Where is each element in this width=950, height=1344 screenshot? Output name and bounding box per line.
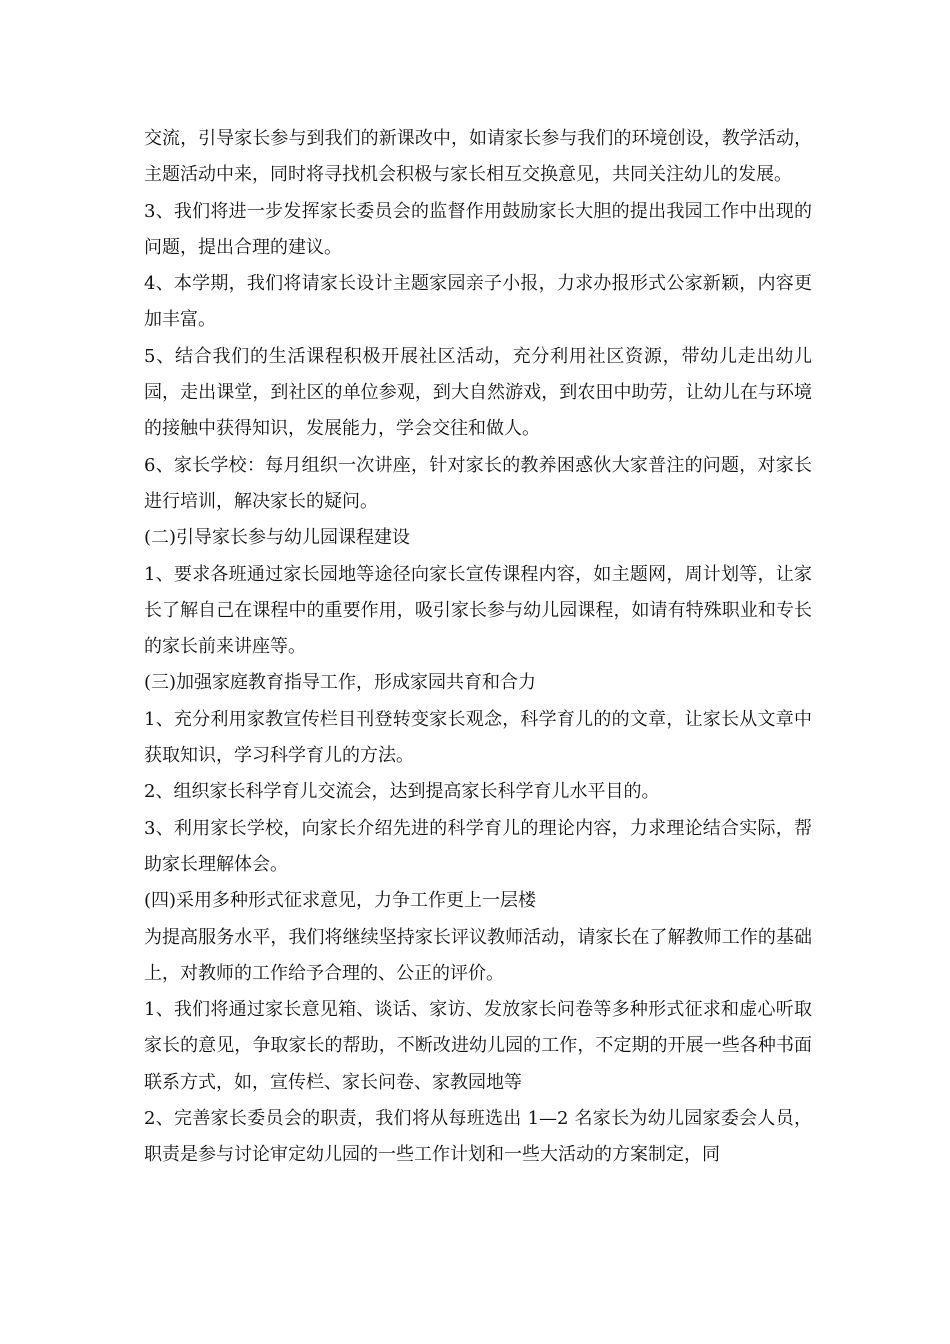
paragraph-item-3-committee: 3、我们将进一步发挥家长委员会的监督作用鼓励家长大胆的提出我园工作中出现的问题，提出合理的建议。 xyxy=(144,200,812,258)
paragraph-curriculum-1: 1、要求各班通过家长园地等途径向家长宣传课程内容，如主题网，周计划等，让家长了解自己在课程中的重要作用，吸引家长参与幼儿园课程，如请有特殊职业和专长的家长前来讲座等。 xyxy=(144,563,812,658)
paragraph-item-4-newsletter: 4、本学期，我们将请家长设计主题家园亲子小报，力求办报形式公家新颖，内容更加丰富。 xyxy=(144,273,812,331)
paragraph-parent-communication: 交流，引导家长参与到我们的新课改中，如请家长参与我们的环境创设，教学活动，主题活动中来，同时将寻找机会积极与家长相互交换意见，共同关注幼儿的发展。 xyxy=(144,128,812,186)
document-body xyxy=(144,121,812,1174)
section-heading-4: (四)采用多种形式征求意见，力争工作更上一层楼 xyxy=(144,890,537,912)
paragraph-feedback-2: 2、完善家长委员会的职责，我们将从每班选出 1—2 名家长为幼儿园家委会人员，职责是参与讨论审定幼儿园的一些工作计划和一些大活动的方案制定，同 xyxy=(144,1108,812,1166)
paragraph-item-6-parent-school: 6、家长学校：每月组织一次讲座，针对家长的教养困惑伙大家普注的问题，对家长进行培训，解决家长的疑问。 xyxy=(144,454,812,512)
section-heading-2: (二)引导家长参与幼儿园课程建设 xyxy=(144,527,411,549)
paragraph-item-5-community: 5、结合我们的生活课程积极开展社区活动，充分利用社区资源，带幼儿走出幼儿园，走出课堂，到社区的单位参观，到大自然游戏，到农田中助劳，让幼儿在与环境的接触中获得知识，发展能力，学会交往和做人。 xyxy=(144,345,812,440)
paragraph-guidance-1: 1、充分利用家教宣传栏目刊登转变家长观念，科学育儿的的文章，让家长从文章中获取知识，学习科学育儿的方法。 xyxy=(144,708,812,767)
section-heading-3: (三)加强家庭教育指导工作，形成家园共育和合力 xyxy=(144,672,537,694)
paragraph-guidance-3: 3、利用家长学校，向家长介绍先进的科学育儿的理论内容，力求理论结合实际，帮助家长理解体会。 xyxy=(144,817,812,875)
paragraph-feedback-intro: 为提高服务水平，我们将继续坚持家长评议教师活动，请家长在了解教师工作的基础上，对教师的工作给予合理的、公正的评价。 xyxy=(144,926,812,984)
paragraph-feedback-1: 1、我们将通过家长意见箱、谈话、家访、发放家长问卷等多种形式征求和虚心听取家长的意见，争取家长的帮助，不断改进幼儿园的工作，不定期的开展一些各种书面联系方式，如，宣传栏、家长问卷、家教园地等 xyxy=(144,999,812,1093)
paragraph-guidance-2: 2、组织家长科学育儿交流会，达到提高家长科学育儿水平目的。 xyxy=(144,781,660,803)
